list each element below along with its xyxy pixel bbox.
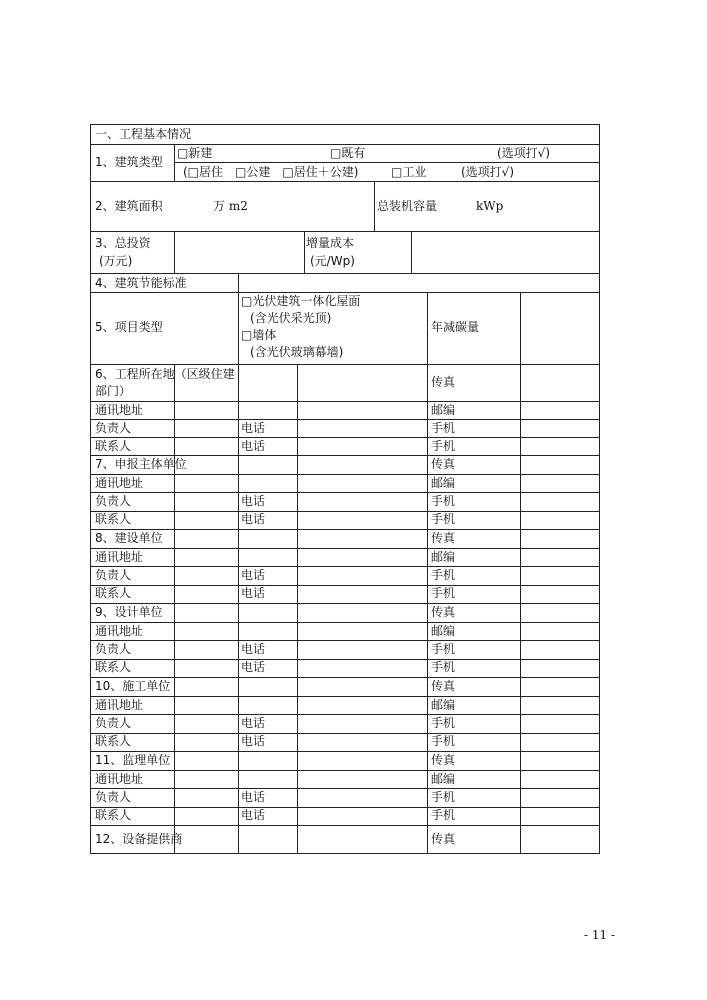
phone-label: 电话 <box>241 493 266 508</box>
contact-label: 联系人 <box>95 511 132 526</box>
leader-label: 负责人 <box>95 715 132 730</box>
address-label: 通讯地址 <box>95 403 144 417</box>
postcode-label: 邮编 <box>431 475 456 490</box>
mobile-label: 手机 <box>431 439 456 453</box>
table-column-rule <box>427 364 428 854</box>
mobile-label: 手机 <box>431 421 456 435</box>
table-column-rule <box>174 364 175 854</box>
table-rule <box>174 162 600 163</box>
table-rule <box>90 474 600 475</box>
table-rule <box>90 273 600 274</box>
table-rule <box>90 659 600 660</box>
phone-label: 电话 <box>241 439 266 453</box>
table-column-rule <box>297 364 298 854</box>
postcode-label: 邮编 <box>431 549 456 564</box>
phone-label: 电话 <box>241 511 266 526</box>
fax-label: 传真 <box>431 679 456 693</box>
phone-label: 电话 <box>241 641 266 656</box>
project-option: □墙体 <box>241 328 277 342</box>
fax-label: 传真 <box>431 457 456 471</box>
phone-label: 电话 <box>241 659 266 674</box>
option-new: □新建 <box>177 146 213 160</box>
table-rule <box>90 529 600 530</box>
fax-label: 传真 <box>431 375 456 389</box>
project-type-label: 5、项目类型 <box>95 320 163 334</box>
address-label: 通讯地址 <box>95 475 144 490</box>
energy-standard-label: 4、建筑节能标准 <box>95 276 187 290</box>
mobile-label: 手机 <box>431 567 456 582</box>
table-rule <box>90 231 600 232</box>
building-area-label: 2、建筑面积 <box>95 199 163 213</box>
mobile-label: 手机 <box>431 789 456 804</box>
table-rule <box>90 733 600 734</box>
mobile-label: 手机 <box>431 493 456 508</box>
mobile-label: 手机 <box>431 511 456 526</box>
table-rule <box>90 788 600 789</box>
table-rule <box>90 292 600 293</box>
leader-label: 负责人 <box>95 421 132 435</box>
phone-label: 电话 <box>241 421 266 435</box>
unit-title: 7、申报主体单位 <box>95 457 187 471</box>
table-rule <box>90 144 600 145</box>
carbon-label: 年减碳量 <box>431 320 480 334</box>
contact-label: 联系人 <box>95 659 132 674</box>
contact-label: 联系人 <box>95 807 132 822</box>
table-rule <box>90 511 600 512</box>
leader-label: 负责人 <box>95 789 132 804</box>
table-rule <box>90 364 600 365</box>
mobile-label: 手机 <box>431 585 456 600</box>
project-option: □光伏建筑一体化屋面 <box>241 294 361 308</box>
leader-label: 负责人 <box>95 493 132 508</box>
incremental-cost-label: 增量成本 <box>306 236 355 250</box>
postcode-label: 邮编 <box>431 403 456 417</box>
phone-label: 电话 <box>241 715 266 730</box>
leader-label: 负责人 <box>95 567 132 582</box>
table-rule <box>90 714 600 715</box>
fax-label: 传真 <box>431 605 456 619</box>
fax-label: 传真 <box>431 531 456 545</box>
table-column-rule <box>238 273 239 364</box>
address-label: 通讯地址 <box>95 697 144 712</box>
phone-label: 电话 <box>241 789 266 804</box>
investment-unit: (万元) <box>99 254 133 268</box>
select-hint: (选项打√) <box>497 146 551 160</box>
select-hint: (选项打√) <box>461 165 515 179</box>
table-rule <box>90 585 600 586</box>
table-column-rule <box>304 231 305 273</box>
option-existing: □既有 <box>330 146 366 160</box>
table-rule <box>90 492 600 493</box>
phone-label: 电话 <box>241 807 266 822</box>
table-rule <box>90 437 600 438</box>
unit-title: 9、设计单位 <box>95 605 163 619</box>
leader-label: 负责人 <box>95 641 132 656</box>
location-label: 部门） <box>95 384 132 398</box>
phone-label: 电话 <box>241 567 266 582</box>
table-rule <box>90 770 600 771</box>
capacity-label: 总装机容量 <box>377 199 438 213</box>
table-rule <box>90 807 600 808</box>
unit-title: 8、建设单位 <box>95 531 163 545</box>
table-rule <box>90 640 600 641</box>
options-usage: (□居住 □公建 □居住＋公建) <box>183 165 359 179</box>
postcode-label: 邮编 <box>431 771 456 786</box>
capacity-unit: kWp <box>476 199 504 213</box>
table-rule <box>90 401 600 402</box>
mobile-label: 手机 <box>431 733 456 748</box>
contact-label: 联系人 <box>95 733 132 748</box>
table-rule <box>90 419 600 420</box>
mobile-label: 手机 <box>431 641 456 656</box>
table-column-rule <box>520 364 521 854</box>
area-unit: 万 m2 <box>213 199 248 213</box>
supplier-label: 12、设备提供商 <box>95 832 183 846</box>
location-label: 6、工程所在地（区级住建 <box>95 367 235 381</box>
project-option-note: (含光伏采光顶) <box>250 311 332 325</box>
table-rule <box>90 677 600 678</box>
postcode-label: 邮编 <box>431 697 456 712</box>
phone-label: 电话 <box>241 733 266 748</box>
table-column-rule <box>427 292 428 364</box>
building-type-label: 1、建筑类型 <box>95 155 163 169</box>
table-rule <box>90 696 600 697</box>
table-rule <box>90 181 600 182</box>
table-rule <box>90 603 600 604</box>
table-column-rule <box>238 364 239 854</box>
investment-label: 3、总投资 <box>95 236 151 250</box>
table-rule <box>90 751 600 752</box>
contact-label: 联系人 <box>95 439 132 453</box>
table-column-rule <box>374 181 375 231</box>
contact-label: 联系人 <box>95 585 132 600</box>
table-column-rule <box>411 231 412 273</box>
mobile-label: 手机 <box>431 659 456 674</box>
project-info-table <box>90 124 600 854</box>
table-rule <box>90 566 600 567</box>
table-rule <box>90 825 600 826</box>
mobile-label: 手机 <box>431 715 456 730</box>
table-column-rule <box>174 144 175 181</box>
table-rule <box>90 548 600 549</box>
section-title: 一、工程基本情况 <box>95 127 192 141</box>
postcode-label: 邮编 <box>431 623 456 638</box>
fax-label: 传真 <box>431 832 456 846</box>
unit-title: 10、施工单位 <box>95 679 171 693</box>
page-number: - 11 - <box>584 928 616 942</box>
address-label: 通讯地址 <box>95 549 144 564</box>
table-rule <box>90 455 600 456</box>
address-label: 通讯地址 <box>95 771 144 786</box>
table-column-rule <box>174 231 175 273</box>
table-rule <box>90 622 600 623</box>
option-industrial: □工业 <box>391 165 427 179</box>
fax-label: 传真 <box>431 753 456 767</box>
incremental-cost-unit: (元/Wp) <box>310 254 355 268</box>
phone-label: 电话 <box>241 585 266 600</box>
unit-title: 11、监理单位 <box>95 753 171 767</box>
mobile-label: 手机 <box>431 807 456 822</box>
address-label: 通讯地址 <box>95 623 144 638</box>
table-column-rule <box>520 292 521 364</box>
project-option-note: (含光伏玻璃幕墙) <box>250 345 344 359</box>
